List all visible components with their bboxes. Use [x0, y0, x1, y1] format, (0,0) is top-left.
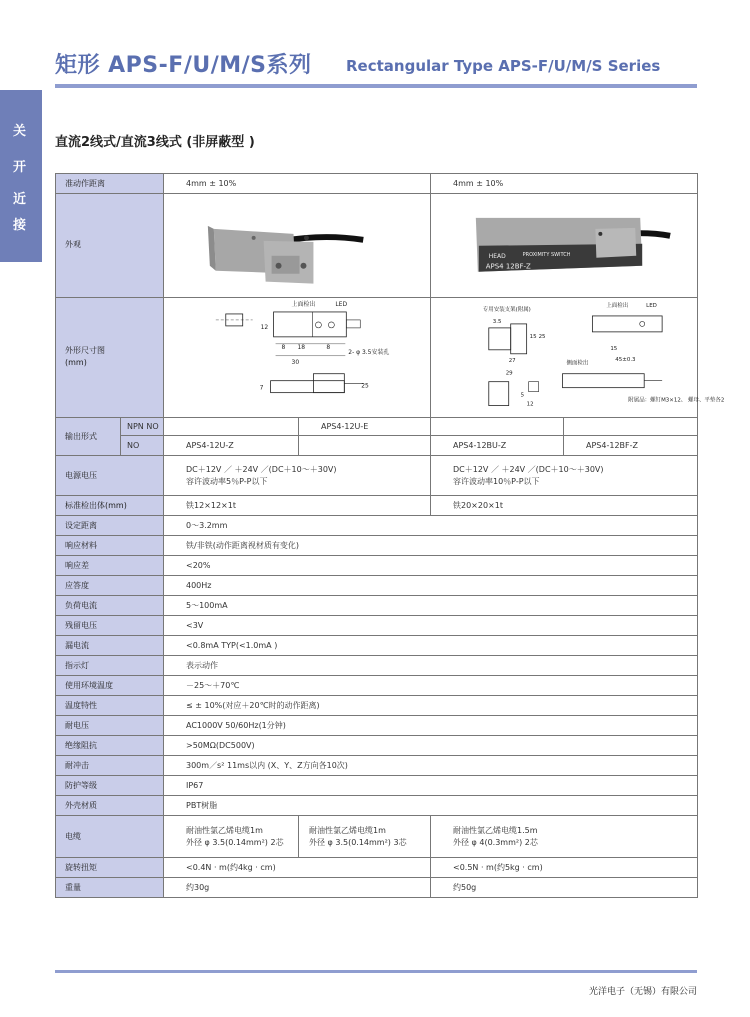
drawing-label: 12	[260, 323, 269, 331]
table-row	[56, 756, 698, 776]
table-row	[56, 796, 698, 816]
table-row	[56, 676, 698, 696]
row-value: <3V	[164, 616, 698, 636]
table-row	[56, 878, 698, 898]
drawing-label: 附属品：螺钉M3×12、 螺母、平垫各2	[628, 397, 725, 404]
row-value: <20%	[164, 556, 698, 576]
output-cell	[299, 436, 431, 456]
table-row	[56, 858, 698, 878]
row-label: 漏电流	[56, 636, 164, 656]
row-label: 输出形式	[56, 418, 121, 456]
row-label: 重量	[56, 878, 164, 898]
table-row	[56, 576, 698, 596]
drawing-label: 8	[326, 343, 331, 351]
output-cell: APS4-12BU-Z	[431, 436, 564, 456]
table-row	[56, 656, 698, 676]
drawing-label: 8	[281, 343, 286, 351]
output-cell: APS4-12U-Z	[164, 436, 299, 456]
side-tab-char: 接	[13, 218, 27, 233]
row-label: 负荷电流	[56, 596, 164, 616]
section-subtitle: 直流2线式/直流3线式 (非屏蔽型 )	[55, 135, 255, 150]
table-row	[56, 496, 698, 516]
table-row	[56, 556, 698, 576]
page-title: 矩形 APS-F/U/M/S系列	[55, 53, 312, 78]
row-value: 400Hz	[164, 576, 698, 596]
power-right-line: 容许波动率10％P-P以下	[453, 476, 540, 486]
row-value: 300m／s² 11ms以内 (X、Y、Z方向各10次)	[164, 756, 698, 776]
side-tab	[0, 90, 42, 262]
row-label: 指示灯	[56, 656, 164, 676]
side-tab-char: 近	[13, 192, 27, 207]
output-sub-label: NPN NO	[121, 418, 164, 436]
photo-head-label: HEAD	[488, 252, 506, 260]
row-label: 旋转扭矩	[56, 858, 164, 878]
drawing-label: 30	[291, 358, 300, 366]
drawing-label: 专用安装支架(附属)	[482, 306, 531, 313]
cable-line: 耐油性氯乙烯电缆1.5m	[453, 825, 538, 835]
torque-right: <0.5N · m(约5kg · cm)	[431, 858, 698, 878]
output-cell: APS4-12BF-Z	[564, 436, 698, 456]
table-row	[56, 536, 698, 556]
table-row	[56, 716, 698, 736]
std-object-right: 铁20×20×1t	[431, 496, 698, 516]
table-row	[56, 736, 698, 756]
company-name: 光洋电子（无锡）有限公司	[588, 987, 697, 997]
sensor-photo-right	[431, 194, 697, 297]
row-value: <0.8mA TYP(<1.0mA )	[164, 636, 698, 656]
output-cell	[564, 418, 698, 436]
output-cell	[431, 418, 564, 436]
power-left	[164, 456, 431, 496]
cable-line: 外径 φ 3.5(0.14mm²) 2芯	[186, 837, 284, 847]
table-row	[56, 174, 698, 194]
drawing-label: 7	[259, 384, 264, 392]
drawing-label: LED	[646, 302, 657, 309]
power-right	[431, 456, 698, 496]
drawing-left-cell	[164, 297, 431, 418]
drawing-label: 12	[526, 401, 534, 408]
row-value: 5～100mA	[164, 596, 698, 616]
drawing-right-cell	[431, 297, 725, 418]
row-label: 外壳材质	[56, 796, 164, 816]
table-row	[56, 456, 698, 496]
footer-rule	[55, 970, 697, 973]
cable-line: 外径 φ 4(0.3mm²) 2芯	[453, 837, 538, 847]
drawing-label: 27	[508, 357, 516, 364]
dimension-drawing-left	[164, 298, 430, 418]
row-label: 电缆	[56, 816, 164, 858]
dimension-drawing-right	[431, 298, 725, 418]
row-value: ≤ ± 10%(对应＋20℃时的动作距离)	[164, 696, 698, 716]
cable-cell	[299, 816, 431, 858]
drawing-label: 29	[505, 370, 513, 377]
table-row	[56, 816, 698, 858]
output-sub-label: NO	[121, 436, 164, 456]
row-label: 耐冲击	[56, 756, 164, 776]
drawing-label: LED	[335, 300, 348, 308]
std-object-left: 铁12×12×1t	[164, 496, 431, 516]
row-label: 外形尺寸图 (mm)	[56, 297, 164, 418]
row-value: 铁/非铁(动作距离视材质有变化)	[164, 536, 698, 556]
photo-left-cell	[164, 194, 431, 298]
output-cell: APS4-12U-E	[299, 418, 431, 436]
row-value: IP67	[164, 776, 698, 796]
drawing-label: 15	[529, 333, 537, 340]
photo-switch-label: PROXIMITY SWITCH	[522, 251, 571, 258]
row-value: 0～3.2mm	[164, 516, 698, 536]
row-label: 响应差	[56, 556, 164, 576]
row-label: 响应材料	[56, 536, 164, 556]
drawing-label: 上面检出	[291, 300, 316, 308]
table-row	[56, 636, 698, 656]
table-row	[56, 596, 698, 616]
table-row	[56, 436, 698, 456]
side-tab-char: 开	[13, 160, 27, 175]
table-row	[56, 616, 698, 636]
weight-left: 约30g	[164, 878, 431, 898]
drawing-label: 侧面检出	[566, 360, 589, 367]
drawing-label: 25	[361, 382, 369, 390]
weight-right: 约50g	[431, 878, 698, 898]
row-value: AC1000V 50/60Hz(1分钟)	[164, 716, 698, 736]
distance-left: 4mm ± 10%	[164, 174, 431, 194]
distance-right: 4mm ± 10%	[431, 174, 698, 194]
row-label: 绝缘阻抗	[56, 736, 164, 756]
row-value: 表示动作	[164, 656, 698, 676]
row-label: 设定距离	[56, 516, 164, 536]
row-label: 耐电压	[56, 716, 164, 736]
spec-table	[55, 173, 725, 898]
cable-cell	[431, 816, 698, 858]
photo-model-label: APS4 12BF-Z	[485, 262, 531, 271]
table-row	[56, 776, 698, 796]
row-label: 温度特性	[56, 696, 164, 716]
header-rule	[55, 84, 697, 88]
power-left-line: 容许波动率5％P-P以下	[186, 476, 268, 486]
table-row	[56, 297, 698, 418]
drawing-label: 15	[610, 345, 618, 352]
output-cell	[164, 418, 299, 436]
cable-line: 耐油性氯乙烯电缆1m	[186, 825, 263, 835]
drawing-label: 上面检出	[606, 302, 629, 309]
row-label: 准动作距离	[56, 174, 164, 194]
power-right-line: DC＋12V ／ ＋24V ／(DC＋10～＋30V)	[453, 464, 604, 474]
photo-right-cell	[431, 194, 698, 298]
table-row	[56, 516, 698, 536]
table-row	[56, 418, 698, 436]
drawing-label: 18	[297, 343, 306, 351]
row-value: －25～＋70℃	[164, 676, 698, 696]
side-tab-char: 关	[13, 124, 27, 139]
drawing-label: 45±0.3	[615, 356, 636, 363]
row-value: PBT树脂	[164, 796, 698, 816]
cable-line: 耐油性氯乙烯电缆1m	[309, 825, 386, 835]
cable-cell	[164, 816, 299, 858]
row-label: 残留电压	[56, 616, 164, 636]
drawing-label: 3.5	[492, 318, 502, 325]
row-label: 使用环境温度	[56, 676, 164, 696]
power-left-line: DC＋12V ／ ＋24V ／(DC＋10～＋30V)	[186, 464, 337, 474]
row-label: 标准检出体(mm)	[56, 496, 164, 516]
row-value: >50MΩ(DC500V)	[164, 736, 698, 756]
table-row	[56, 696, 698, 716]
row-label: 电源电压	[56, 456, 164, 496]
cable-line: 外径 φ 3.5(0.14mm²) 3芯	[309, 837, 407, 847]
drawing-label: 25	[538, 333, 546, 340]
table-row	[56, 194, 698, 298]
torque-left: <0.4N · m(约4kg · cm)	[164, 858, 431, 878]
row-label: 应答度	[56, 576, 164, 596]
drawing-label: 5	[520, 392, 525, 399]
row-label: 防护等级	[56, 776, 164, 796]
drawing-label: 2- φ 3.5安装孔	[348, 348, 390, 356]
page-title-english: Rectangular Type APS-F/U/M/S Series	[346, 57, 661, 75]
row-label: 外观	[56, 194, 164, 298]
sensor-photo-left	[164, 194, 430, 297]
